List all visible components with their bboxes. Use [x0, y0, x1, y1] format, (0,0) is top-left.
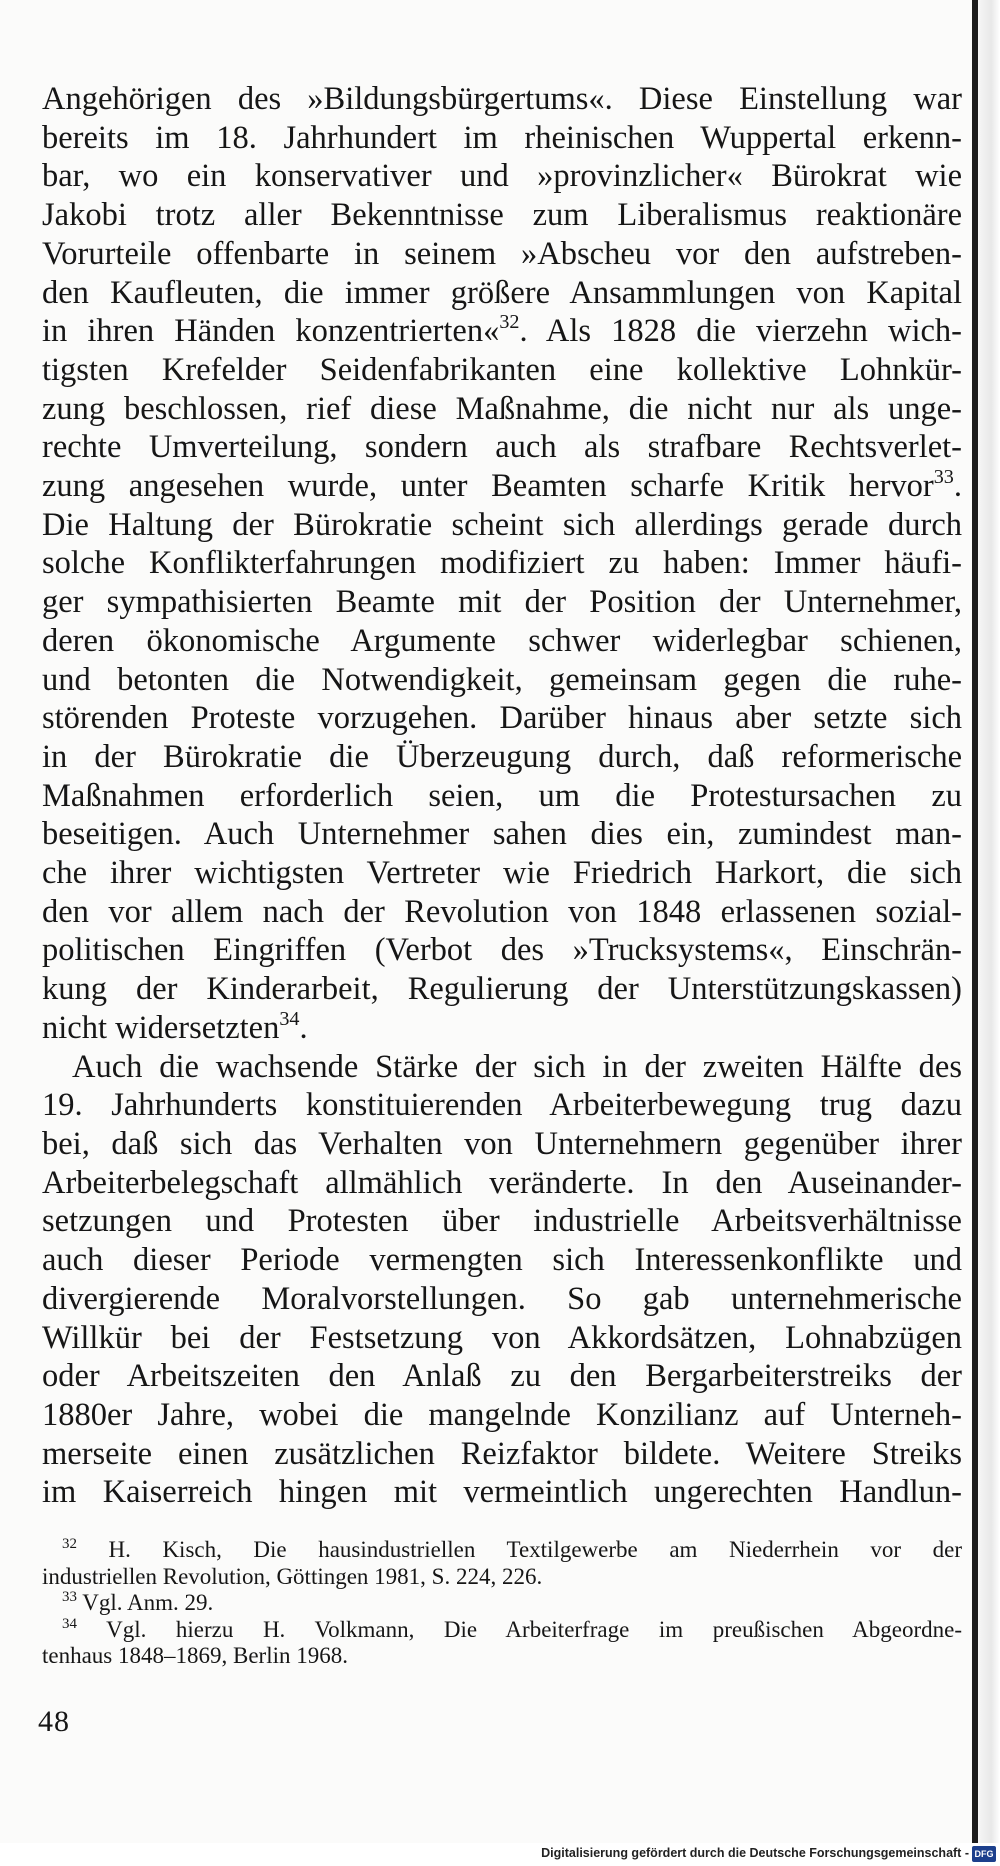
text-line: Auch die wachsende Stärke der sich in der zweiten Hälfte des	[72, 1048, 962, 1085]
text-line: in der Bürokratie die Überzeugung durch, daß reformerische	[42, 738, 962, 775]
footnotes	[42, 1537, 962, 1670]
page-gutter-edge	[978, 0, 1000, 1843]
text-line: beseitigen. Auch Unternehmer sahen dies ein, zumindest man-	[42, 816, 962, 853]
text-line: Jakobi trotz aller Bekenntnisse zum Liberalismus reaktionäre	[42, 197, 962, 234]
footnote-32: $^{32}$ H. Kisch, Die hausindustriellen Textilgewerbe am Niederrhein vor der	[62, 1536, 963, 1562]
footnote-34: tenhaus 1848–1869, Berlin 1968.	[42, 1643, 348, 1668]
footnote-34: $^{34}$ Vgl. hierzu H. Volkmann, Die Arbeiterfrage im preußischen Abgeordne-	[62, 1615, 962, 1642]
text-line: bar, wo ein konservativer und »provinzlicher« Bürokrat wie	[42, 158, 962, 195]
text-line: den Kaufleuten, die immer größere Ansammlungen von Kapital	[42, 274, 962, 311]
text-line: 1880er Jahre, wobei die mangelnde Konzilianz auf Unterneh-	[42, 1396, 962, 1433]
text-line: politischen Eingriffen (Verbot des »Trucksystems«, Einschrän-	[42, 932, 962, 969]
text-line: Maßnahmen erforderlich seien, um die Protestursachen zu	[42, 777, 962, 814]
text-line: solche Konflikterfahrungen modifiziert zu haben: Immer häufi-	[42, 545, 962, 582]
text-line: störenden Proteste vorzugehen. Darüber hinaus aber setzte sich	[42, 700, 962, 737]
text-line: oder Arbeitszeiten den Anlaß zu den Bergarbeiterstreiks der	[42, 1358, 962, 1395]
footnote-marker: 33	[933, 465, 954, 488]
text-line: tigsten Krefelder Seidenfabrikanten eine kollektive Lohnkür-	[42, 351, 962, 388]
text-line: Angehörigen des »Bildungsbürgertums«. Diese Einstellung war	[42, 81, 962, 117]
footnote-number: 34	[62, 1615, 77, 1632]
text-line: kung der Kinderarbeit, Regulierung der Unterstützungskassen)	[42, 971, 962, 1008]
footnote-number: 33	[62, 1589, 77, 1606]
text-line: bei, daß sich das Verhalten von Unternehmern gegenüber ihrer	[42, 1125, 962, 1162]
text-line: deren ökonomische Argumente schwer widerlegbar schienen,	[42, 622, 962, 659]
text-line: nicht widersetzten$^{34}$.	[42, 1007, 308, 1046]
footnote-33: $^{33}$ Vgl. Anm. 29.	[62, 1589, 214, 1615]
text-line: divergierende Moralvorstellungen. So gab unternehmerische	[42, 1280, 962, 1317]
body-text	[42, 80, 962, 1512]
text-line: auch dieser Periode vermengten sich Interessenkonflikte und	[42, 1242, 962, 1279]
text-line: zung angesehen wurde, unter Beamten scharfe Kritik hervor$^{33}$.	[42, 465, 962, 505]
text-line: che ihrer wichtigsten Vertreter wie Friedrich Harkort, die sich	[42, 855, 962, 892]
text-line: in ihren Händen konzentrierten«$^{32}$. Als 1828 die vierzehn wich-	[42, 311, 963, 350]
digitization-credit: Digitalisierung gefördert durch die Deutsche Forschungsgemeinschaft -	[541, 1846, 969, 1860]
credit-bar	[0, 1843, 1000, 1866]
text-line: 19. Jahrhunderts konstituierenden Arbeiterbewegung trug dazu	[42, 1087, 962, 1124]
page-number: 48	[38, 1705, 70, 1738]
footnote-marker: 32	[499, 311, 520, 334]
footnote-32: industriellen Revolution, Göttingen 1981, S. 224, 226.	[42, 1563, 543, 1589]
text-line: ger sympathisierten Beamte mit der Position der Unternehmer,	[42, 584, 962, 621]
text-line: Vorurteile offenbarte in seinem »Abscheu vor den aufstreben-	[42, 235, 962, 272]
text-line: zung beschlossen, rief diese Maßnahme, die nicht nur als unge-	[42, 390, 962, 427]
text-line: Die Haltung der Bürokratie scheint sich allerdings gerade durch	[42, 506, 962, 543]
paragraph-1	[42, 80, 962, 1048]
text-line: im Kaiserreich hingen mit vermeintlich ungerechten Handlun-	[42, 1474, 962, 1511]
footnote-number: 32	[62, 1536, 77, 1553]
text-line: merseite einen zusätzlichen Reizfaktor bildete. Weitere Streiks	[42, 1435, 962, 1472]
text-line: rechte Umverteilung, sondern auch als strafbare Rechtsverlet-	[42, 429, 962, 466]
text-line: setzungen und Protesten über industrielle Arbeitsverhältnisse	[42, 1203, 962, 1240]
text-line: bereits im 18. Jahrhundert im rheinischen Wuppertal erkenn-	[42, 119, 962, 156]
footnote-marker: 34	[279, 1007, 300, 1030]
text-line: den vor allem nach der Revolution von 1848 erlassenen sozial-	[42, 893, 962, 930]
text-line: Arbeiterbelegschaft allmählich veränderte. In den Auseinander-	[42, 1164, 962, 1201]
dfg-logo-icon: DFG	[972, 1846, 996, 1862]
text-line: und betonten die Notwendigkeit, gemeinsam gegen die ruhe-	[42, 661, 962, 698]
paragraph-2	[42, 1048, 962, 1512]
text-line: Willkür bei der Festsetzung von Akkordsätzen, Lohnabzügen	[42, 1319, 962, 1356]
